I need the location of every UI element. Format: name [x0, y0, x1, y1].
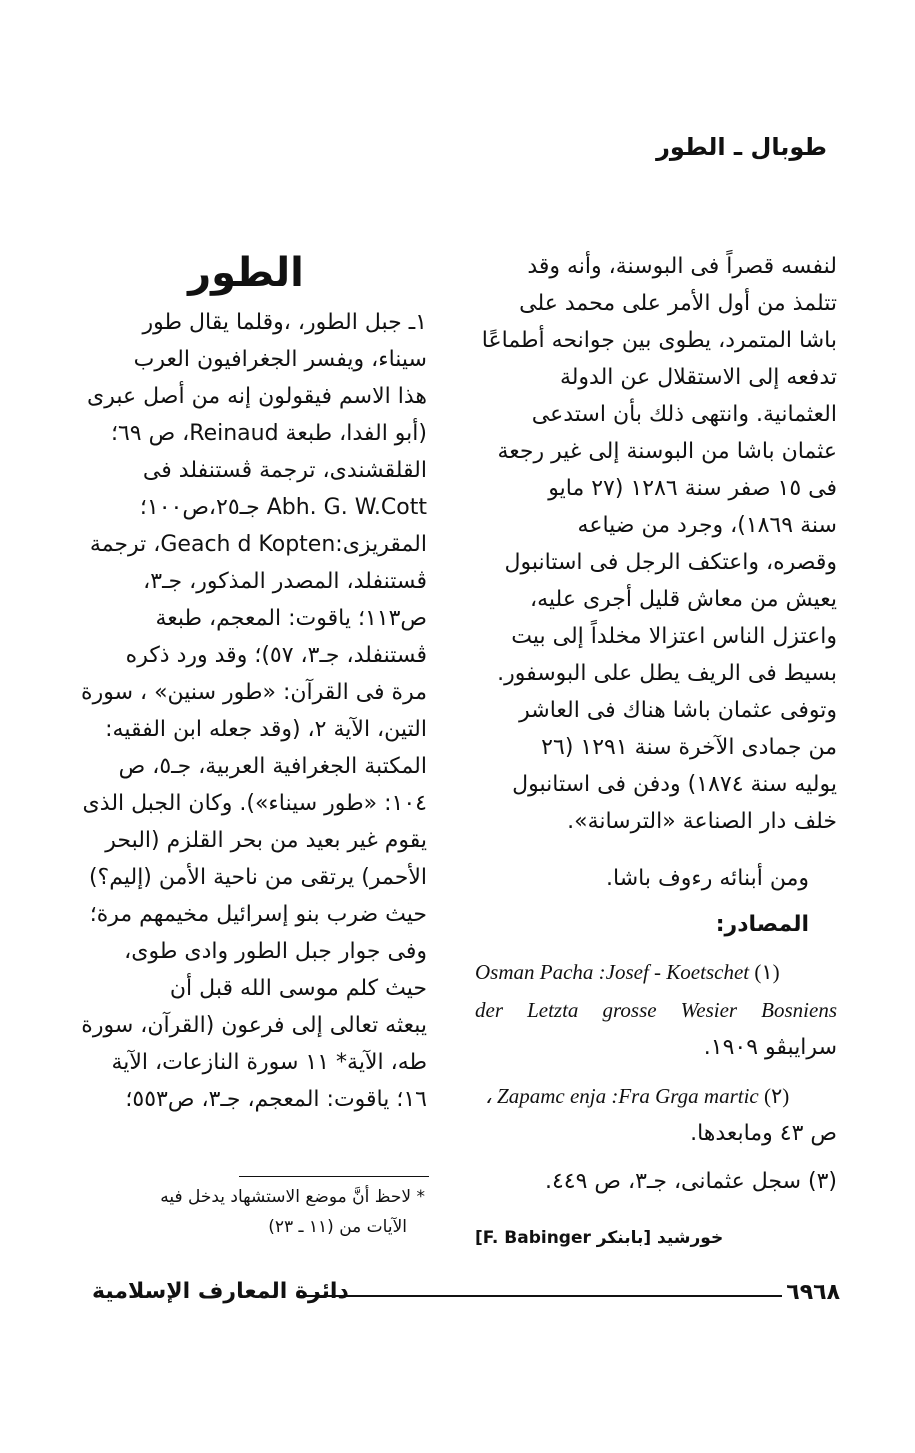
text-line: ڤستنفلد، جـ٣، ٥٧)؛ وقد ورد ذكره [125, 643, 427, 668]
text-line: يقوم غير بعيد من بحر القلزم (البحر [105, 828, 427, 853]
text-line: (أبو الفدا، طبعة Reinaud، ص ٦٩؛ [110, 421, 427, 446]
text-line: من جمادى الآخرة سنة ١٢٩١ (٢٦ [541, 735, 837, 760]
text-line: سنة ١٨٦٩)، وجرد من ضياعه [577, 513, 837, 538]
text-line: بسيط فى الريف يطل على البوسفور. [497, 661, 837, 686]
reference-1-line-1 [475, 953, 837, 991]
text-line: المقريزى:Geach d Kopten، ترجمة [89, 532, 427, 557]
text-line: وتوفى عثمان باشا هناك فى العاشر [519, 698, 837, 723]
paragraph-gap [475, 1067, 837, 1077]
text-line: يبعثه تعالى إلى فرعون (القرآن، سورة [81, 1013, 427, 1038]
footer-divider [300, 1295, 782, 1297]
publication-title: دائرة المعارف الإسلامية [92, 1279, 349, 1304]
text-line: باشا المتمرد، يطوى بين جوانحه أطماعًا [481, 328, 837, 353]
closing-line: ومن أبنائه رءوف باشا. [606, 866, 809, 891]
article-title: الطور [188, 250, 304, 296]
paragraph-gap [475, 1153, 837, 1163]
left-column [65, 242, 427, 1118]
text-line: وفى جوار جبل الطور وادى طوى، [124, 939, 427, 964]
text-line: Abh. G. W.Cott جـ٢٥،ص١٠٠؛ [139, 495, 427, 520]
text-line: ١ـ جبل الطور، ،وقلما يقال طور [142, 310, 427, 335]
reference-1-line-2: der Letzta grosse Wesier Bosniens [475, 998, 837, 1022]
text-line: فى ١٥ صفر سنة ١٢٨٦ (٢٧ مايو [548, 476, 837, 501]
footnote-line: * لاحظ أنَّ موضع الاستشهاد يدخل فيه [160, 1187, 425, 1207]
author-signature: خورشيد [بابنكر F. Babinger] [475, 1228, 724, 1248]
footnote-divider [239, 1176, 429, 1177]
text-line: الأحمر) يرتقى من ناحية الأمن (إليم؟) [88, 865, 427, 890]
page-number: ٦٩٦٨ [786, 1280, 840, 1305]
paragraph-gap [475, 897, 837, 905]
footnote-line: الآيات من (١١ ـ ٢٣) [268, 1217, 407, 1237]
text-line: المكتبة الجغرافية العربية، جـ٥، ص [118, 754, 427, 779]
text-line: عثمان باشا من البوسنة إلى غير رجعة [497, 439, 837, 464]
reference-2-number: (٢) [763, 1084, 790, 1108]
text-line: ١٠٤: «طور سيناء»). وكان الجبل الذى [82, 791, 427, 816]
text-line: واعتزل الناس اعتزالا مخلداً إلى بيت [511, 624, 837, 649]
paragraph-gap [475, 840, 837, 860]
text-line: تتلمذ من أول الأمر على محمد على [519, 291, 837, 316]
text-line: يوليه سنة ١٨٧٤) ودفن فى استانبول [512, 772, 837, 797]
running-title: طوبال ـ الطور [656, 133, 827, 161]
footnote [63, 1182, 425, 1242]
text-line: العثمانية. وانتهى ذلك بأن استدعى [531, 402, 837, 427]
paragraph-gap [475, 945, 837, 953]
text-line: مرة فى القرآن: «طور سنين» ، سورة [81, 680, 427, 705]
text-line: التين، الآية ٢، (وقد جعله ابن الفقيه: [105, 717, 427, 742]
text-line: ڤستنفلد، المصدر المذكور، جـ٣، [143, 569, 427, 594]
text-line: القلقشندى، ترجمة ڤستنفلد فى [142, 458, 427, 483]
reference-2-text: ، Zapamc enja :Fra Grga martic [485, 1084, 759, 1108]
text-line: طه، الآية* ١١ سورة النازعات، الآية [111, 1050, 427, 1075]
right-column [475, 248, 837, 1253]
sources-heading: المصادر: [715, 912, 809, 937]
text-line: تدفعه إلى الاستقلال عن الدولة [559, 365, 837, 390]
reference-2-line-2: ص ٤٣ ومابعدها. [690, 1121, 837, 1146]
reference-2-line-1 [475, 1077, 837, 1115]
text-line: حيث ضرب بنو إسرائيل مخيمهم مرة؛ [89, 902, 427, 927]
text-line: لنفسه قصراً فى البوسنة، وأنه وقد [527, 254, 837, 279]
text-line: ص١١٣؛ ياقوت: المعجم، طبعة [155, 606, 427, 631]
text-line: سيناء، ويفسر الجغرافيون العرب [133, 347, 427, 372]
reference-1-number: (١) [754, 960, 780, 984]
reference-1-line-3: سرايبڤو ١٩٠٩. [703, 1035, 837, 1060]
text-line: يعيش من معاش قليل أجرى عليه، [530, 587, 837, 612]
reference-3: (٣) سجل عثمانى، جـ٣، ص ٤٤٩. [544, 1169, 837, 1194]
text-line: هذا الاسم فيقولون إنه من أصل عبرى [87, 384, 427, 409]
text-line: حيث كلم موسى الله قبل أن [169, 976, 427, 1001]
text-line: وقصره، واعتكف الرجل فى استانبول [504, 550, 837, 575]
text-line: خلف دار الصناعة «الترسانة». [567, 809, 837, 834]
text-line: ١٦؛ ياقوت: المعجم، جـ٣، ص٥٥٣؛ [125, 1087, 427, 1112]
reference-1-text: Osman Pacha :Josef - Koetschet [475, 960, 750, 984]
